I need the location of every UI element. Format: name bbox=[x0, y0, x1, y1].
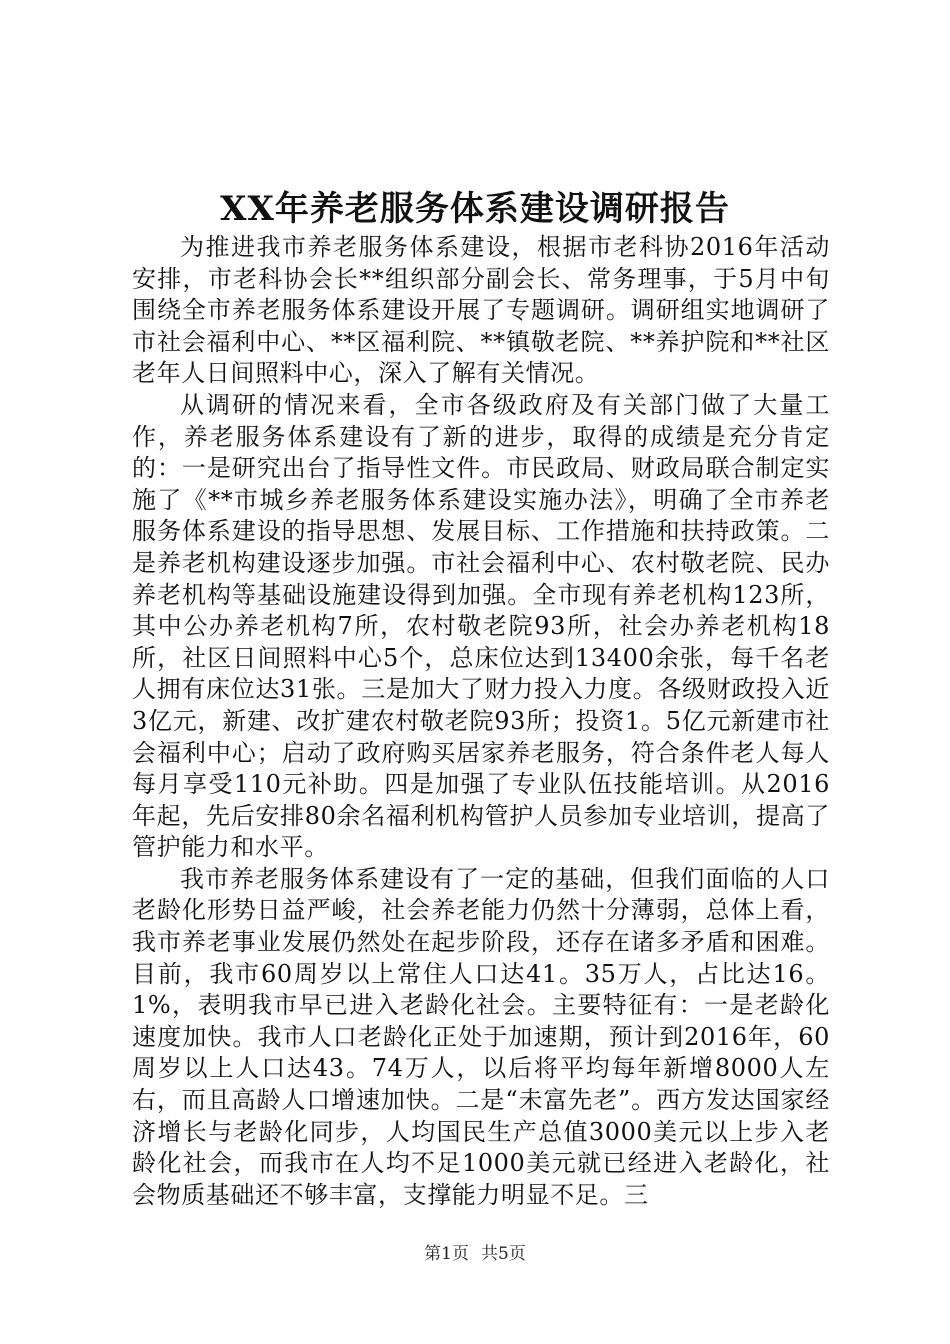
page-footer bbox=[0, 1242, 950, 1266]
paragraph-3: 我市养老服务体系建设有了一定的基础，但我们面临的人口老龄化形势日益严峻，社会养老能力仍然十分薄弱，总体上看，我市养老事业发展仍然处在起步阶段，还存在诸多矛盾和困难。目前，我市60周岁以上常住人口达41。35万人，占比达16。1%，表明我市早已进入老龄化社会。主要特征有：一是老龄化速度加快。我市人口老龄化正处于加速期，预计到2016年，60周岁以上人口达43。74万人，以后将平均每年新增8000人左右，而且高龄人口增速加快。二是“未富先老”。西方发达国家经济增长与老龄化同步，人均国民生产总值3000美元以上步入老龄化社会，而我市在人均不足1000美元就已经进入老龄化，社会物质基础还不够丰富，支撑能力明显不足。三 bbox=[132, 864, 830, 1209]
page-total: 共5页 bbox=[481, 1244, 526, 1264]
paragraph-2: 从调研的情况来看，全市各级政府及有关部门做了大量工作，养老服务体系建设有了新的进步，取得的成绩是充分肯定的：一是研究出台了指导性文件。市民政局、财政局联合制定实施了《**市城乡养老服务体系建设实施办法》，明确了全市养老服务体系建设的指导思想、发展目标、工作措施和扶持政策。二是养老机构建设逐步加强。市社会福利中心、农村敬老院、民办养老机构等基础设施建设得到加强。全市现有养老机构123所，其中公办养老机构7所，农村敬老院93所，社会办养老机构18所，社区日间照料中心5个，总床位达到13400余张，每千名老人拥有床位达31张。三是加大了财力投入力度。各级财政投入近3亿元，新建、改扩建农村敬老院93所；投资1。5亿元新建市社会福利中心；启动了政府购买居家养老服务，符合条件老人每人每月享受110元补助。四是加强了专业队伍技能培训。从2016年起，先后安排80余名福利机构管护人员参加专业培训，提高了管护能力和水平。 bbox=[132, 390, 830, 862]
document-body bbox=[132, 232, 830, 1211]
document-title: XX年养老服务体系建设调研报告 bbox=[220, 189, 730, 229]
page-number: 第1页 bbox=[424, 1244, 469, 1264]
paragraph-1: 为推进我市养老服务体系建设，根据市老科协2016年活动安排，市老科协会长**组织部分副会长、常务理事，于5月中旬围绕全市养老服务体系建设开展了专题调研。调研组实地调研了市社会福利中心、**区福利院、**镇敬老院、**养护院和**社区老年人日间照料中心，深入了解有关情况。 bbox=[132, 233, 830, 388]
